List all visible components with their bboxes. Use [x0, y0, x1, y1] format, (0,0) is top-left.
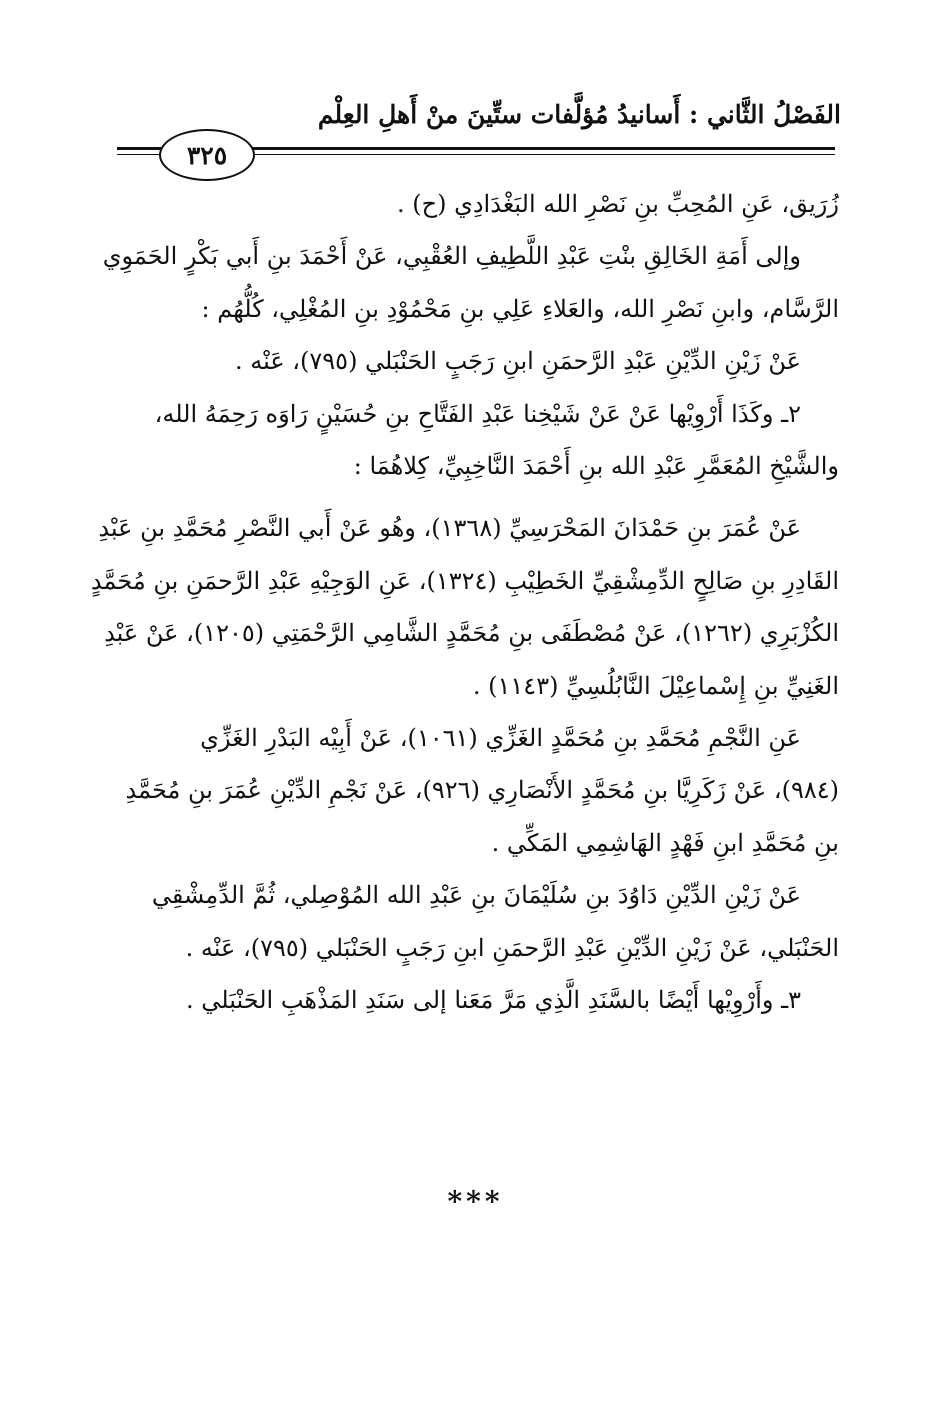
text-line: عَنْ عُمَرَ بنِ حَمْدَانَ المَحْرَسِيِّ (١٣٦٨)، وهُو عَنْ أَبي النَّصْرِ مُحَمَّدِ بنِ عَبْدِ — [98, 514, 801, 543]
chapter-title: الفَصْلُ الثَّاني : أَسانيدُ مُؤلَّفات ستِّينَ منْ أَهلِ العِلْم — [317, 100, 841, 129]
text-line: القَادِرِ بنِ صَالِحٍ الدِّمِشْقِيِّ الخَطِيْبِ (١٣٢٤)، عَنِ الوَجِيْهِ عَبْدِ الرَّحمَنِ بنِ مُحَمَّدٍ — [90, 566, 839, 595]
text-line: الرَّسَّام، وابنِ نَصْرِ الله، والعَلاءِ عَلِي بنِ مَحْمُوْدِ بنِ المُغْلِي، كُلُّهُم : — [201, 294, 839, 323]
section-separator: *** — [447, 1185, 504, 1218]
text-line: بنِ مُحَمَّدِ ابنِ فَهْدٍ الهَاشِمِي المَكِّي . — [491, 828, 839, 857]
text-line: (٩٨٤)، عَنْ زَكَرِيَّا بنِ مُحَمَّدٍ الأَنْصَارِي (٩٢٦)، عَنْ نَجْمِ الدِّيْنِ عُمَرَ بنِ مُحَمَّدِ — [125, 776, 839, 805]
text-line: الغَنِيِّ بنِ إِسْماعِيْلَ النَّابُلُسِيِّ (١١٤٣) . — [472, 671, 839, 700]
text-line: عَنِ النَّجْمِ مُحَمَّدِ بنِ مُحَمَّدٍ الغَزِّي (١٠٦١)، عَنْ أَبِيْه البَدْرِ الغَزِّي — [200, 724, 801, 753]
text-line: عَنْ زَيْنِ الدِّيْنِ دَاوُدَ بنِ سُلَيْمَانَ بنِ عَبْدِ الله المُوْصِلي، ثُمَّ الدِّمِشْقِي — [151, 881, 801, 910]
text-line: ٣ـ وأَرْوِيْها أَيْضًا بالسَّنَدِ الَّذِي مَرَّ مَعَنا إلى سَنَدِ المَذْهَبِ الحَنْبَلي . — [186, 986, 801, 1015]
page-body — [90, 178, 839, 1027]
text-line: الكُزْبَرِي (١٢٦٢)، عَنْ مُصْطَفَى بنِ مُحَمَّدٍ الشَّامِي الرَّحْمَتِي (١٢٠٥)، عَنْ عَبْدِ — [104, 619, 839, 648]
text-line: زُرَيق، عَنِ المُحِبِّ بنِ نَصْرِ الله البَغْدَادِي (ح) . — [396, 190, 839, 218]
text-line: وإلى أَمَةِ الخَالِقِ بنْتِ عَبْدِ اللَّطِيفِ العُقْبِي، عَنْ أَحْمَدَ بنِ أَبي بَكْرٍ الحَمَوِي — [102, 242, 801, 271]
text-line: والشَّيْخِ المُعَمَّرِ عَبْدِ الله بنِ أَحْمَدَ النَّاخِبِيِّ، كِلاهُمَا : — [353, 452, 839, 481]
paragraph-gap — [125, 492, 839, 502]
page-number: ٣٢٥ — [159, 129, 255, 181]
text-line: عَنْ زَيْنِ الدِّيْنِ عَبْدِ الرَّحمَنِ ابنِ رَجَبٍ الحَنْبَلي (٧٩٥)، عَنْه . — [234, 347, 801, 376]
text-line: الحَنْبَلي، عَنْ زَيْنِ الدِّيْنِ عَبْدِ الرَّحمَنِ ابنِ رَجَبٍ الحَنْبَلي (٧٩٥)، عَنْه . — [185, 933, 839, 962]
text-line: ٢ـ وكَذَا أَرْوِيْها عَنْ عَنْ شَيْخِنا عَبْدِ الفَتَّاحِ بنِ حُسَيْنٍ رَاوَه رَحِمَهُ الله، — [154, 399, 801, 428]
